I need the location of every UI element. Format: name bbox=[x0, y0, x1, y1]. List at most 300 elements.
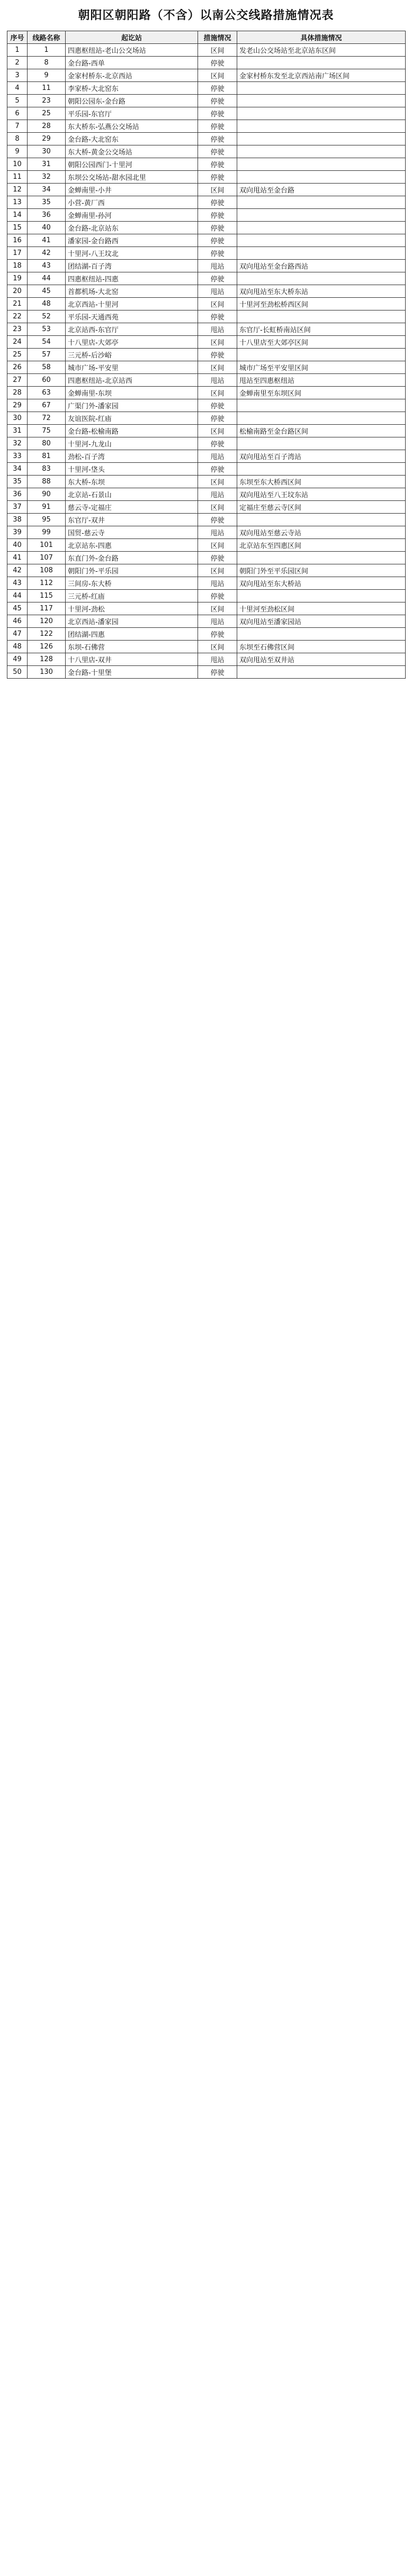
row-measure-detail bbox=[237, 209, 406, 222]
table-row bbox=[7, 285, 406, 298]
row-terminals: 慈云寺-定福庄 bbox=[66, 501, 198, 514]
row-measure: 停驶 bbox=[198, 272, 237, 285]
row-index: 28 bbox=[7, 387, 28, 399]
table-row bbox=[7, 450, 406, 463]
row-terminals: 金蝉南里-东坝 bbox=[66, 387, 198, 399]
table-row bbox=[7, 184, 406, 196]
row-index: 17 bbox=[7, 247, 28, 260]
row-route-name: 122 bbox=[28, 628, 66, 641]
row-terminals: 金家村桥东-北京西站 bbox=[66, 69, 198, 82]
row-route-name: 42 bbox=[28, 247, 66, 260]
row-index: 34 bbox=[7, 463, 28, 476]
row-measure: 停驶 bbox=[198, 552, 237, 564]
bus-route-table bbox=[7, 31, 406, 679]
table-row bbox=[7, 272, 406, 285]
row-measure: 停驶 bbox=[198, 247, 237, 260]
row-measure: 甩站 bbox=[198, 488, 237, 501]
row-terminals: 金蝉南里-小井 bbox=[66, 184, 198, 196]
row-measure: 停驶 bbox=[198, 107, 237, 120]
row-measure-detail bbox=[237, 349, 406, 361]
header-terminals: 起讫站 bbox=[66, 31, 198, 44]
row-measure: 区间 bbox=[198, 336, 237, 349]
row-index: 40 bbox=[7, 539, 28, 552]
row-measure: 停驶 bbox=[198, 349, 237, 361]
row-route-name: 88 bbox=[28, 476, 66, 488]
row-route-name: 36 bbox=[28, 209, 66, 222]
row-measure-detail: 甩站至四惠枢纽站 bbox=[237, 374, 406, 387]
row-terminals: 金台路-西单 bbox=[66, 57, 198, 69]
row-measure-detail: 双向甩站至东大桥东站 bbox=[237, 285, 406, 298]
row-route-name: 48 bbox=[28, 298, 66, 310]
row-measure-detail bbox=[237, 590, 406, 602]
row-terminals: 广渠门外-潘家园 bbox=[66, 399, 198, 412]
row-route-name: 112 bbox=[28, 577, 66, 590]
row-measure: 停驶 bbox=[198, 133, 237, 145]
table-row bbox=[7, 577, 406, 590]
row-index: 48 bbox=[7, 641, 28, 653]
table-row bbox=[7, 590, 406, 602]
row-measure-detail: 发老山公交场站至北京站东区间 bbox=[237, 44, 406, 57]
row-terminals: 十里河-劲松 bbox=[66, 602, 198, 615]
row-index: 50 bbox=[7, 666, 28, 679]
row-measure: 甩站 bbox=[198, 374, 237, 387]
table-row bbox=[7, 476, 406, 488]
table-row bbox=[7, 209, 406, 222]
row-index: 37 bbox=[7, 501, 28, 514]
table-row bbox=[7, 387, 406, 399]
row-route-name: 115 bbox=[28, 590, 66, 602]
row-terminals: 十里河-九龙山 bbox=[66, 437, 198, 450]
row-measure: 区间 bbox=[198, 564, 237, 577]
row-index: 41 bbox=[7, 552, 28, 564]
row-index: 20 bbox=[7, 285, 28, 298]
table-row bbox=[7, 336, 406, 349]
row-measure: 区间 bbox=[198, 641, 237, 653]
row-measure-detail bbox=[237, 628, 406, 641]
row-terminals: 金台路-北京站东 bbox=[66, 222, 198, 234]
row-terminals: 北京站-石景山 bbox=[66, 488, 198, 501]
row-measure-detail bbox=[237, 412, 406, 425]
row-route-name: 72 bbox=[28, 412, 66, 425]
row-index: 10 bbox=[7, 158, 28, 171]
row-route-name: 30 bbox=[28, 145, 66, 158]
row-measure-detail bbox=[237, 463, 406, 476]
row-terminals: 十八里店-大郊亭 bbox=[66, 336, 198, 349]
row-terminals: 十里河-八王坟北 bbox=[66, 247, 198, 260]
row-index: 15 bbox=[7, 222, 28, 234]
row-measure: 停驶 bbox=[198, 95, 237, 107]
row-index: 12 bbox=[7, 184, 28, 196]
table-row bbox=[7, 222, 406, 234]
row-measure-detail bbox=[237, 247, 406, 260]
row-measure-detail bbox=[237, 666, 406, 679]
row-measure-detail: 十八里店至大郊亭区间 bbox=[237, 336, 406, 349]
header-route-name: 线路名称 bbox=[28, 31, 66, 44]
row-measure-detail bbox=[237, 95, 406, 107]
row-measure-detail: 东官厅-长虹桥南站区间 bbox=[237, 323, 406, 336]
row-measure-detail: 双向甩站至百子湾站 bbox=[237, 450, 406, 463]
row-terminals: 东直门外-金台路 bbox=[66, 552, 198, 564]
row-index: 4 bbox=[7, 82, 28, 95]
table-row bbox=[7, 158, 406, 171]
row-measure: 区间 bbox=[198, 425, 237, 437]
table-row bbox=[7, 95, 406, 107]
row-route-name: 52 bbox=[28, 310, 66, 323]
table-row bbox=[7, 666, 406, 679]
row-measure: 区间 bbox=[198, 298, 237, 310]
row-route-name: 91 bbox=[28, 501, 66, 514]
row-index: 38 bbox=[7, 514, 28, 526]
table-row bbox=[7, 653, 406, 666]
row-terminals: 三元桥-红庙 bbox=[66, 590, 198, 602]
table-row bbox=[7, 437, 406, 450]
row-route-name: 99 bbox=[28, 526, 66, 539]
row-index: 24 bbox=[7, 336, 28, 349]
row-measure: 区间 bbox=[198, 44, 237, 57]
row-measure: 停驶 bbox=[198, 310, 237, 323]
table-row bbox=[7, 628, 406, 641]
row-route-name: 130 bbox=[28, 666, 66, 679]
row-index: 5 bbox=[7, 95, 28, 107]
row-route-name: 9 bbox=[28, 69, 66, 82]
row-index: 45 bbox=[7, 602, 28, 615]
row-terminals: 东大桥-黄金公交场站 bbox=[66, 145, 198, 158]
row-index: 35 bbox=[7, 476, 28, 488]
row-terminals: 小营-黄厂西 bbox=[66, 196, 198, 209]
row-terminals: 城市广场-平安里 bbox=[66, 361, 198, 374]
row-terminals: 四惠枢纽站-北京站西 bbox=[66, 374, 198, 387]
row-measure-detail: 双向甩站至金台路 bbox=[237, 184, 406, 196]
row-terminals: 四惠枢纽站-老山公交场站 bbox=[66, 44, 198, 57]
row-route-name: 25 bbox=[28, 107, 66, 120]
row-measure-detail: 双向甩站至东大桥站 bbox=[237, 577, 406, 590]
table-row bbox=[7, 323, 406, 336]
row-terminals: 三间房-东大桥 bbox=[66, 577, 198, 590]
row-route-name: 34 bbox=[28, 184, 66, 196]
row-terminals: 朝阳公园东-金台路 bbox=[66, 95, 198, 107]
row-route-name: 63 bbox=[28, 387, 66, 399]
row-index: 19 bbox=[7, 272, 28, 285]
row-route-name: 75 bbox=[28, 425, 66, 437]
row-index: 2 bbox=[7, 57, 28, 69]
table-row bbox=[7, 526, 406, 539]
row-route-name: 95 bbox=[28, 514, 66, 526]
row-measure: 区间 bbox=[198, 184, 237, 196]
row-index: 39 bbox=[7, 526, 28, 539]
row-index: 29 bbox=[7, 399, 28, 412]
row-route-name: 81 bbox=[28, 450, 66, 463]
row-route-name: 43 bbox=[28, 260, 66, 272]
row-terminals: 北京西站-十里河 bbox=[66, 298, 198, 310]
row-terminals: 金蝉南里-孙河 bbox=[66, 209, 198, 222]
table-row bbox=[7, 602, 406, 615]
row-measure: 甩站 bbox=[198, 577, 237, 590]
row-measure: 停驶 bbox=[198, 196, 237, 209]
table-row bbox=[7, 310, 406, 323]
row-measure: 区间 bbox=[198, 69, 237, 82]
table-row bbox=[7, 69, 406, 82]
row-terminals: 东大桥-东坝 bbox=[66, 476, 198, 488]
header-measure-detail: 具体措施情况 bbox=[237, 31, 406, 44]
row-measure: 甩站 bbox=[198, 450, 237, 463]
row-measure: 停驶 bbox=[198, 590, 237, 602]
table-body bbox=[7, 44, 406, 679]
row-index: 31 bbox=[7, 425, 28, 437]
table-row bbox=[7, 361, 406, 374]
row-index: 44 bbox=[7, 590, 28, 602]
table-row bbox=[7, 539, 406, 552]
row-route-name: 83 bbox=[28, 463, 66, 476]
row-index: 3 bbox=[7, 69, 28, 82]
row-measure-detail: 双向甩站至慈云寺站 bbox=[237, 526, 406, 539]
page bbox=[0, 0, 412, 679]
row-terminals: 团结湖-百子湾 bbox=[66, 260, 198, 272]
row-measure: 停驶 bbox=[198, 463, 237, 476]
row-route-name: 67 bbox=[28, 399, 66, 412]
row-measure-detail: 东坝至东大桥西区间 bbox=[237, 476, 406, 488]
row-measure: 停驶 bbox=[198, 222, 237, 234]
row-index: 26 bbox=[7, 361, 28, 374]
row-index: 27 bbox=[7, 374, 28, 387]
table-row bbox=[7, 247, 406, 260]
row-measure: 甩站 bbox=[198, 526, 237, 539]
row-route-name: 80 bbox=[28, 437, 66, 450]
page-title: 朝阳区朝阳路（不含）以南公交线路措施情况表 bbox=[78, 8, 334, 22]
row-terminals: 十里河-垡头 bbox=[66, 463, 198, 476]
table-row bbox=[7, 260, 406, 272]
row-index: 33 bbox=[7, 450, 28, 463]
header-measure: 措施情况 bbox=[198, 31, 237, 44]
row-index: 49 bbox=[7, 653, 28, 666]
row-measure-detail bbox=[237, 82, 406, 95]
row-measure: 停驶 bbox=[198, 437, 237, 450]
table-row bbox=[7, 120, 406, 133]
row-measure-detail: 十里河至劲松桥西区间 bbox=[237, 298, 406, 310]
row-measure-detail bbox=[237, 514, 406, 526]
row-index: 13 bbox=[7, 196, 28, 209]
row-measure: 停驶 bbox=[198, 158, 237, 171]
row-measure-detail bbox=[237, 57, 406, 69]
table-row bbox=[7, 107, 406, 120]
table-row bbox=[7, 374, 406, 387]
row-terminals: 北京站东-四惠 bbox=[66, 539, 198, 552]
row-measure-detail: 北京站东至四惠区间 bbox=[237, 539, 406, 552]
row-measure: 停驶 bbox=[198, 120, 237, 133]
row-measure: 区间 bbox=[198, 361, 237, 374]
row-route-name: 108 bbox=[28, 564, 66, 577]
row-measure: 区间 bbox=[198, 387, 237, 399]
row-measure: 甩站 bbox=[198, 260, 237, 272]
row-measure-detail: 朝阳门外至平乐园区间 bbox=[237, 564, 406, 577]
row-route-name: 32 bbox=[28, 171, 66, 184]
row-index: 7 bbox=[7, 120, 28, 133]
row-measure: 停驶 bbox=[198, 399, 237, 412]
row-index: 1 bbox=[7, 44, 28, 57]
row-measure: 停驶 bbox=[198, 209, 237, 222]
row-measure-detail: 金蝉南里至东坝区间 bbox=[237, 387, 406, 399]
row-index: 23 bbox=[7, 323, 28, 336]
row-terminals: 北京站西-东官厅 bbox=[66, 323, 198, 336]
row-route-name: 60 bbox=[28, 374, 66, 387]
row-measure: 停驶 bbox=[198, 234, 237, 247]
row-route-name: 35 bbox=[28, 196, 66, 209]
row-terminals: 平乐园-东官厅 bbox=[66, 107, 198, 120]
row-route-name: 41 bbox=[28, 234, 66, 247]
row-terminals: 四惠枢纽站-四惠 bbox=[66, 272, 198, 285]
row-measure: 停驶 bbox=[198, 82, 237, 95]
row-terminals: 平乐园-天通西苑 bbox=[66, 310, 198, 323]
row-measure-detail bbox=[237, 437, 406, 450]
row-measure: 区间 bbox=[198, 476, 237, 488]
table-row bbox=[7, 399, 406, 412]
table-row bbox=[7, 57, 406, 69]
row-index: 8 bbox=[7, 133, 28, 145]
row-terminals: 东坝公交场站-甜水园北里 bbox=[66, 171, 198, 184]
table-row bbox=[7, 44, 406, 57]
row-route-name: 28 bbox=[28, 120, 66, 133]
row-measure: 停驶 bbox=[198, 171, 237, 184]
row-route-name: 53 bbox=[28, 323, 66, 336]
table-row bbox=[7, 298, 406, 310]
row-measure: 停驶 bbox=[198, 145, 237, 158]
row-route-name: 117 bbox=[28, 602, 66, 615]
row-measure: 停驶 bbox=[198, 666, 237, 679]
table-row bbox=[7, 488, 406, 501]
row-measure-detail bbox=[237, 222, 406, 234]
table-header-row bbox=[7, 31, 406, 44]
row-measure: 停驶 bbox=[198, 57, 237, 69]
row-terminals: 国贸-慈云寺 bbox=[66, 526, 198, 539]
row-index: 11 bbox=[7, 171, 28, 184]
row-measure-detail bbox=[237, 196, 406, 209]
row-terminals: 李家桥-大北窑东 bbox=[66, 82, 198, 95]
row-measure-detail: 金家村桥东发至北京西站南广场区间 bbox=[237, 69, 406, 82]
header-index: 序号 bbox=[7, 31, 28, 44]
row-measure-detail bbox=[237, 158, 406, 171]
row-index: 16 bbox=[7, 234, 28, 247]
table-row bbox=[7, 564, 406, 577]
row-measure-detail: 城市广场至平安里区间 bbox=[237, 361, 406, 374]
row-measure-detail bbox=[237, 107, 406, 120]
row-measure-detail: 十里河至劲松区间 bbox=[237, 602, 406, 615]
row-terminals: 东大桥东-弘燕公交场站 bbox=[66, 120, 198, 133]
row-measure: 停驶 bbox=[198, 628, 237, 641]
row-index: 47 bbox=[7, 628, 28, 641]
row-route-name: 40 bbox=[28, 222, 66, 234]
row-index: 6 bbox=[7, 107, 28, 120]
row-measure-detail bbox=[237, 272, 406, 285]
row-route-name: 44 bbox=[28, 272, 66, 285]
row-measure-detail bbox=[237, 171, 406, 184]
row-index: 25 bbox=[7, 349, 28, 361]
row-measure-detail bbox=[237, 145, 406, 158]
row-terminals: 金台路-松榆南路 bbox=[66, 425, 198, 437]
row-measure: 区间 bbox=[198, 539, 237, 552]
row-terminals: 金台路-大北窑东 bbox=[66, 133, 198, 145]
row-route-name: 90 bbox=[28, 488, 66, 501]
row-measure: 甩站 bbox=[198, 323, 237, 336]
row-route-name: 128 bbox=[28, 653, 66, 666]
row-measure: 区间 bbox=[198, 501, 237, 514]
row-measure-detail bbox=[237, 399, 406, 412]
row-terminals: 金台路-十里堡 bbox=[66, 666, 198, 679]
row-route-name: 126 bbox=[28, 641, 66, 653]
row-measure-detail: 东坝至石佛营区间 bbox=[237, 641, 406, 653]
table-row bbox=[7, 133, 406, 145]
table-row bbox=[7, 641, 406, 653]
row-terminals: 东官厅-双井 bbox=[66, 514, 198, 526]
table-row bbox=[7, 501, 406, 514]
row-measure-detail bbox=[237, 310, 406, 323]
table-row bbox=[7, 412, 406, 425]
table-row bbox=[7, 552, 406, 564]
row-measure: 停驶 bbox=[198, 412, 237, 425]
row-index: 46 bbox=[7, 615, 28, 628]
row-route-name: 23 bbox=[28, 95, 66, 107]
row-terminals: 十八里店-双井 bbox=[66, 653, 198, 666]
row-terminals: 朝阳门外-平乐园 bbox=[66, 564, 198, 577]
row-terminals: 友谊医院-红庙 bbox=[66, 412, 198, 425]
row-measure: 甩站 bbox=[198, 285, 237, 298]
row-terminals: 团结湖-四惠 bbox=[66, 628, 198, 641]
table-row bbox=[7, 234, 406, 247]
row-index: 30 bbox=[7, 412, 28, 425]
row-measure: 甩站 bbox=[198, 653, 237, 666]
row-terminals: 东坝-石佛营 bbox=[66, 641, 198, 653]
row-measure-detail: 定福庄至慈云寺区间 bbox=[237, 501, 406, 514]
row-terminals: 北京西站-潘家园 bbox=[66, 615, 198, 628]
row-terminals: 三元桥-后沙峪 bbox=[66, 349, 198, 361]
table-row bbox=[7, 615, 406, 628]
row-route-name: 29 bbox=[28, 133, 66, 145]
row-route-name: 120 bbox=[28, 615, 66, 628]
row-measure-detail bbox=[237, 120, 406, 133]
row-measure: 停驶 bbox=[198, 514, 237, 526]
row-index: 22 bbox=[7, 310, 28, 323]
row-measure-detail bbox=[237, 133, 406, 145]
table-row bbox=[7, 425, 406, 437]
row-measure-detail bbox=[237, 552, 406, 564]
row-route-name: 107 bbox=[28, 552, 66, 564]
row-measure-detail: 双向甩站至金台路西站 bbox=[237, 260, 406, 272]
row-terminals: 劲松-百子湾 bbox=[66, 450, 198, 463]
row-measure-detail: 松榆南路至金台路区间 bbox=[237, 425, 406, 437]
row-index: 32 bbox=[7, 437, 28, 450]
row-route-name: 31 bbox=[28, 158, 66, 171]
row-measure-detail: 双向甩站至双井站 bbox=[237, 653, 406, 666]
row-terminals: 朝阳公园西门-十里河 bbox=[66, 158, 198, 171]
row-terminals: 潘家园-金台路西 bbox=[66, 234, 198, 247]
table-row bbox=[7, 349, 406, 361]
row-index: 36 bbox=[7, 488, 28, 501]
table-row bbox=[7, 82, 406, 95]
row-measure-detail: 双向甩站至潘家园站 bbox=[237, 615, 406, 628]
row-index: 9 bbox=[7, 145, 28, 158]
row-measure: 区间 bbox=[198, 602, 237, 615]
table-row bbox=[7, 171, 406, 184]
row-route-name: 57 bbox=[28, 349, 66, 361]
table-row bbox=[7, 463, 406, 476]
table-row bbox=[7, 196, 406, 209]
row-index: 21 bbox=[7, 298, 28, 310]
row-measure-detail bbox=[237, 234, 406, 247]
row-index: 14 bbox=[7, 209, 28, 222]
row-route-name: 45 bbox=[28, 285, 66, 298]
row-terminals: 首都机场-大北窑 bbox=[66, 285, 198, 298]
row-route-name: 1 bbox=[28, 44, 66, 57]
table-row bbox=[7, 145, 406, 158]
row-measure: 甩站 bbox=[198, 615, 237, 628]
